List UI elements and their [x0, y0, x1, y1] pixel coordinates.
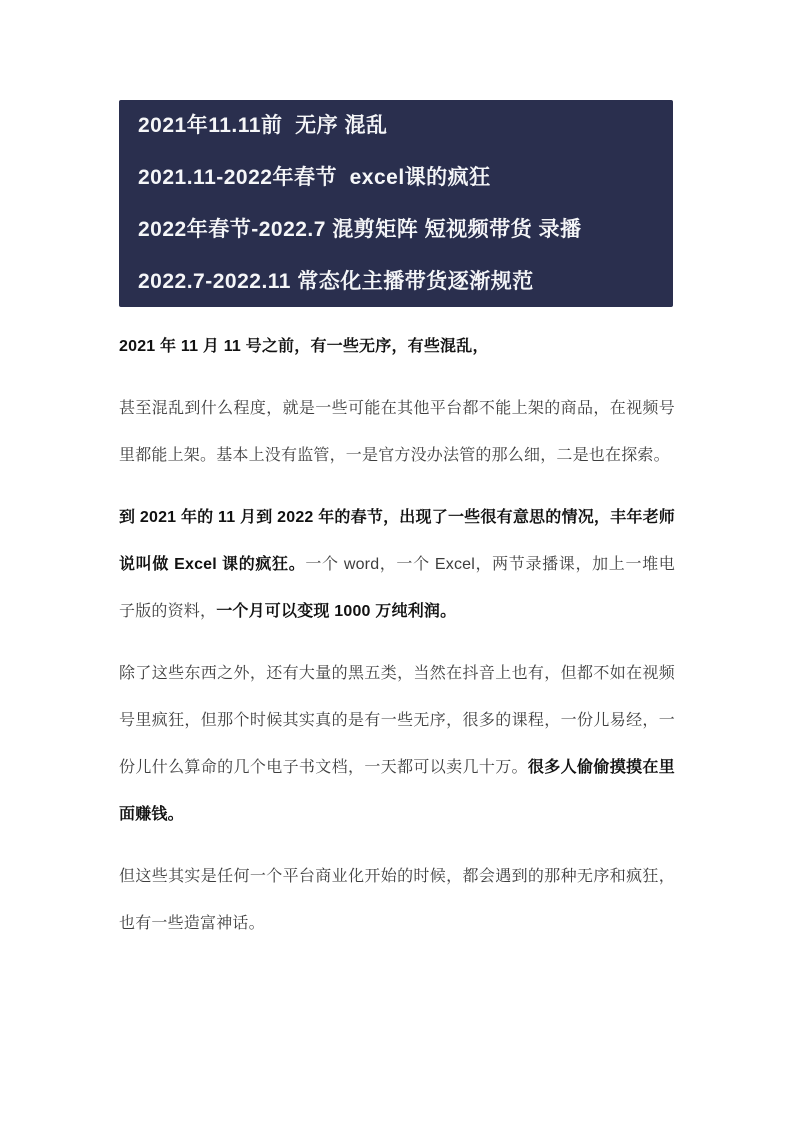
banner-line-phase-2: 2021.11-2022年春节 excel课的疯狂 [138, 166, 491, 190]
paragraph-chaos-description [119, 385, 675, 479]
banner-line-phase-4: 2022.7-2022.11 常态化主播带货逐渐规范 [138, 269, 534, 293]
text-run: 2021 年 11 月 11 号之前，有一些无序，有些混乱， [119, 338, 489, 355]
banner-line-phase-1: 2021年11.11前 无序 混乱 [138, 114, 388, 138]
text-run: 一个 word，一个 Excel，两节录播课，加上一堆电子版的资料， [119, 556, 675, 620]
paragraph-black-category-goods [119, 650, 675, 838]
banner-line-phase-3: 2022年春节-2022.7 混剪矩阵 短视频带货 录播 [138, 217, 582, 241]
text-run: 甚至混乱到什么程度，就是一些可能在其他平台都不能上架的商品，在视频号里都能上架。基本上没有监管，一是官方没办法管的那么细，二是也在探索。 [119, 400, 675, 464]
paragraph-excel-course-craze [119, 494, 675, 635]
article-body [119, 323, 675, 947]
paragraph-timeline-intro [119, 323, 675, 370]
text-run: 到 2021 年的 11 月到 2022 年的春节，出现了一些很有意思的情况，丰年老师说叫做 Excel 课的疯狂。 [119, 509, 675, 573]
text-run: 但这些其实是任何一个平台商业化开始的时候，都会遇到的那种无序和疯狂，也有一些造富神话。 [119, 868, 675, 932]
text-run: 除了这些东西之外，还有大量的黑五类，当然在抖音上也有，但都不如在视频号里疯狂，但那个时候其实真的是有一些无序，很多的课程，一份儿易经，一份儿什么算命的几个电子书文档，一天都可以卖几十万。 [119, 665, 675, 776]
paragraph-platform-commercialization [119, 853, 675, 947]
text-run: 很多人偷偷摸摸在里面赚钱。 [119, 759, 675, 823]
document-content [119, 100, 675, 962]
timeline-banner-image [119, 100, 673, 307]
text-run: 一个月可以变现 1000 万纯利润。 [216, 603, 457, 620]
